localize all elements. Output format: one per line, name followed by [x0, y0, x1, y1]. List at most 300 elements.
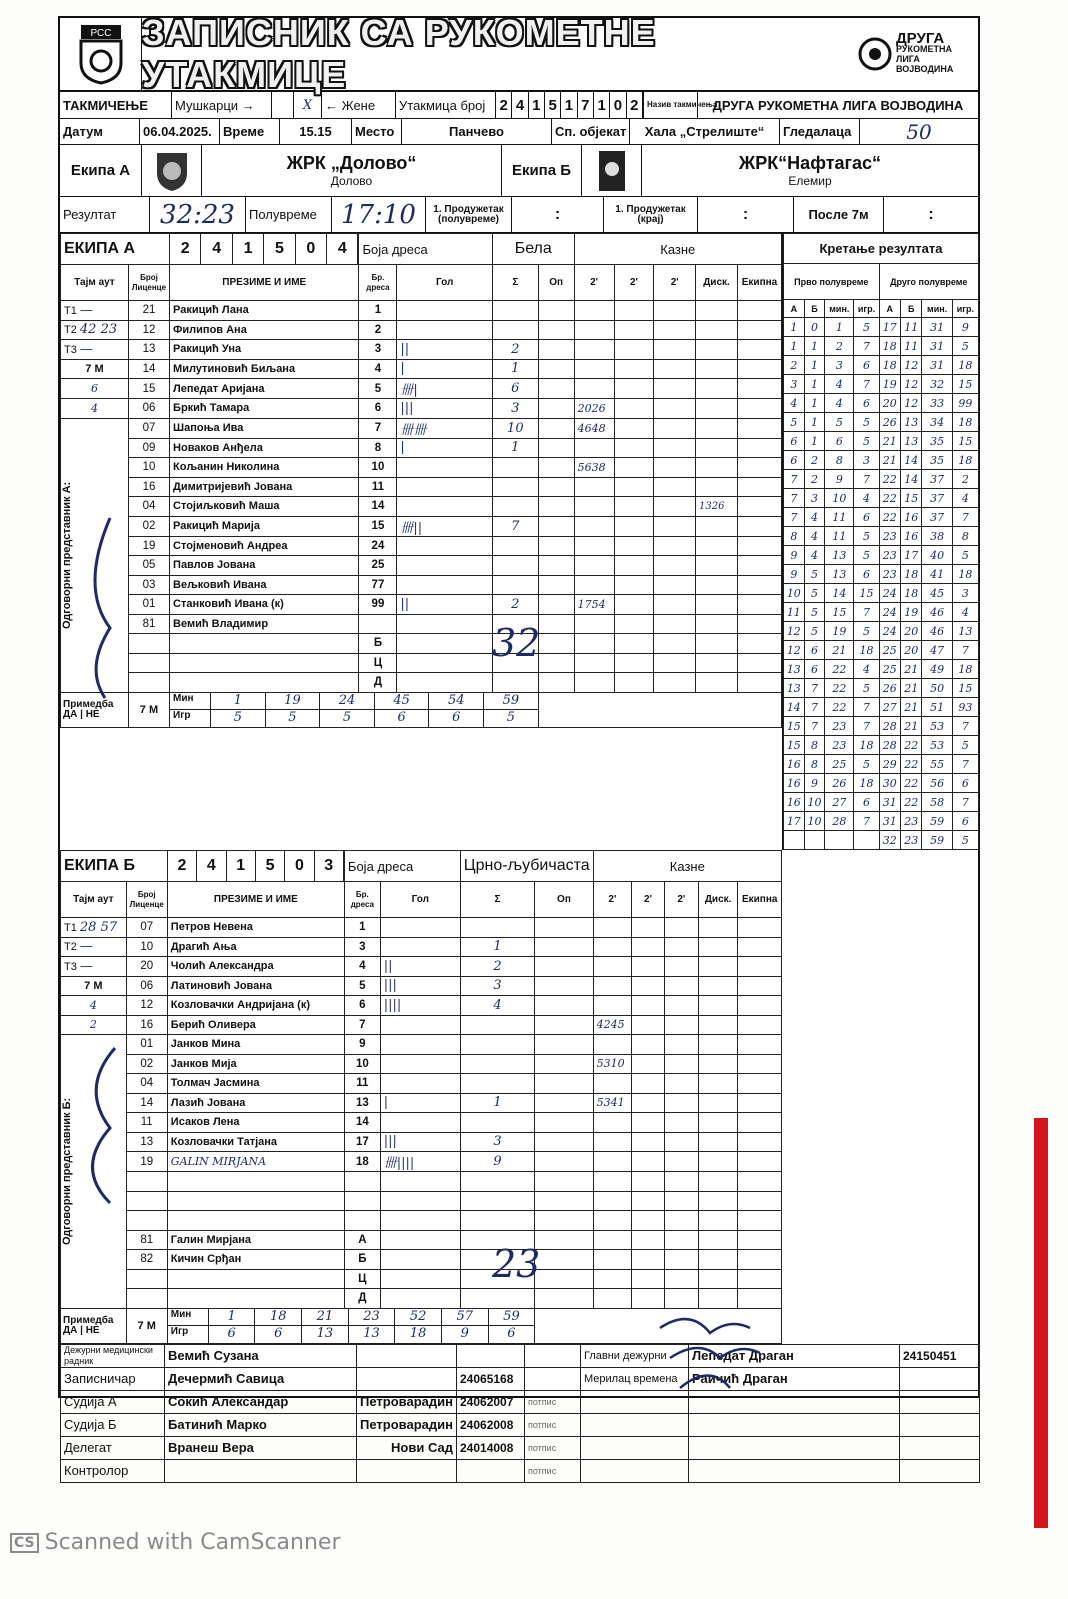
player-name: Исаков Лена — [167, 1113, 344, 1133]
warning-cell — [538, 301, 574, 321]
goal-sum: 1 — [492, 359, 538, 379]
player-name: Петров Невена — [167, 918, 344, 938]
official-city — [357, 1344, 457, 1367]
7m-player: 5 — [483, 710, 538, 727]
warning-cell — [535, 1289, 593, 1309]
license-no — [128, 673, 169, 693]
team-penalty-cell — [737, 595, 781, 615]
license-no: 13 — [128, 340, 169, 360]
player-row — [61, 1191, 782, 1211]
team-code-digit: 3 — [315, 851, 344, 881]
suspension-cell-3 — [664, 1191, 698, 1211]
player-row — [61, 1250, 782, 1270]
suspension-cell — [574, 340, 614, 360]
suspension-cell-2 — [632, 1250, 665, 1270]
goal-tally — [397, 634, 493, 654]
right-name: Лепедат Драган — [689, 1344, 900, 1367]
suspension-cell-3 — [654, 614, 696, 634]
jersey-color-label: Боја дреса — [359, 234, 492, 265]
goal-tally: ||| — [380, 976, 460, 996]
license-no: 10 — [128, 458, 169, 478]
player-name: Ракицић Лана — [170, 301, 359, 321]
player-name: Берић Оливера — [167, 1015, 344, 1035]
side-cell: T2 — — [61, 937, 127, 957]
team-code-digit: 0 — [296, 234, 327, 264]
suspension-cell-2 — [614, 614, 654, 634]
col-disq: Диск. — [696, 265, 738, 301]
match-no-digit: 2 — [627, 92, 643, 118]
right-license — [900, 1459, 980, 1482]
warning-cell — [538, 458, 574, 478]
7m-player: 5 — [210, 710, 265, 727]
suspension-cell: 2026 — [574, 399, 614, 419]
suspension-cell-3 — [654, 536, 696, 556]
right-role — [581, 1390, 689, 1413]
goal-tally: 卌卌 — [397, 418, 493, 438]
official-city: Нови Сад — [357, 1436, 457, 1459]
player-row — [61, 976, 782, 996]
side-cell: Одговорни представник Б: — [61, 1035, 127, 1309]
warning-cell — [538, 399, 574, 419]
goal-sum — [492, 497, 538, 517]
col-timeout: Тајм аут — [61, 882, 127, 918]
goal-tally: || — [380, 957, 460, 977]
suspension-cell: 5341 — [593, 1093, 632, 1113]
jersey-no: 7 — [344, 1015, 380, 1035]
player-name: Вељковић Ивана — [170, 575, 359, 595]
suspension-cell-2 — [632, 1132, 665, 1152]
side-cell: T2 42 23 — [61, 320, 129, 340]
7m-player: 6 — [428, 710, 483, 727]
suspension-cell — [574, 497, 614, 517]
suspension-cell-3 — [664, 1074, 698, 1094]
player-name — [167, 1172, 344, 1192]
player-name: Чолић Александра — [167, 957, 344, 977]
goal-sum — [460, 1054, 535, 1074]
suspension-cell-3 — [664, 1172, 698, 1192]
progress-row: 17 10 28 7 31 23 59 6 — [784, 812, 979, 831]
player-name: Филипов Ана — [170, 320, 359, 340]
disq-cell — [698, 1152, 738, 1172]
progress-row: 4 1 4 6 20 12 33 99 — [784, 394, 979, 413]
team-penalty-cell — [737, 399, 781, 419]
team-penalty-cell — [738, 1230, 782, 1250]
goal-sum — [460, 1211, 535, 1231]
player-name: Јанков Мина — [167, 1035, 344, 1055]
official-row — [61, 1459, 980, 1482]
goal-sum: 3 — [492, 399, 538, 419]
license-no: 05 — [128, 556, 169, 576]
player-row — [61, 1230, 782, 1250]
suspension-cell-2 — [614, 556, 654, 576]
right-role: Мерилац времена — [581, 1367, 689, 1390]
disq-cell — [696, 614, 738, 634]
jersey-no: Б — [359, 634, 397, 654]
suspension-cell-2 — [632, 1269, 665, 1289]
license-no: 14 — [128, 359, 169, 379]
jersey-no — [344, 1211, 380, 1231]
warning-cell — [535, 1093, 593, 1113]
goal-tally — [380, 1015, 460, 1035]
col-sum: Σ — [492, 265, 538, 301]
goal-sum — [460, 1015, 535, 1035]
progress-row: 5 1 5 5 26 13 34 18 — [784, 413, 979, 432]
player-row — [61, 1054, 782, 1074]
goal-sum: 2 — [492, 340, 538, 360]
warning-cell — [538, 418, 574, 438]
team-penalty-cell — [738, 1152, 782, 1172]
suspension-cell — [593, 957, 632, 977]
official-license — [457, 1344, 525, 1367]
suspension-cell — [593, 1172, 632, 1192]
warning-cell — [538, 516, 574, 536]
progress-row: 12 5 19 5 24 20 46 13 — [784, 622, 979, 641]
goal-sum — [460, 1172, 535, 1192]
jersey-color-label: Боја дреса — [344, 851, 460, 882]
suspension-cell — [593, 1269, 632, 1289]
disq-cell — [696, 516, 738, 536]
suspension-cell-2 — [632, 1113, 665, 1133]
player-row — [61, 595, 782, 615]
side-cell: 7 М — [61, 359, 129, 379]
suspension-cell-3 — [664, 1113, 698, 1133]
suspension-cell-2 — [632, 1191, 665, 1211]
progress-row: 16 9 26 18 30 22 56 6 — [784, 774, 979, 793]
disq-cell — [698, 1269, 738, 1289]
jersey-no: 15 — [359, 516, 397, 536]
warning-cell — [538, 575, 574, 595]
license-no: 12 — [128, 320, 169, 340]
7m-minute: 45 — [374, 693, 429, 709]
disq-cell — [698, 937, 738, 957]
suspension-cell — [593, 918, 632, 938]
7m-minute: 18 — [254, 1309, 301, 1325]
goal-tally: 卌|||| — [380, 1152, 460, 1172]
warning-cell — [535, 1250, 593, 1270]
goal-sum — [492, 477, 538, 497]
official-role: Записничар — [61, 1367, 165, 1390]
disq-cell — [698, 1074, 738, 1094]
warning-cell — [538, 497, 574, 517]
suspension-cell-3 — [654, 516, 696, 536]
suspension-cell-3 — [664, 1269, 698, 1289]
suspension-cell-2 — [614, 575, 654, 595]
player-name: Јанков Мија — [167, 1054, 344, 1074]
disq-cell — [696, 418, 738, 438]
suspension-cell — [574, 673, 614, 693]
suspension-cell-3 — [664, 1211, 698, 1231]
result-row: Резултат 32:23 Полувреме 17:10 1. Продужетак (полувреме) : 1. Продужетак (крај) : После 7м : — [60, 197, 978, 233]
team-code-digit: 4 — [327, 234, 358, 264]
sheet-header — [60, 12, 978, 95]
suspension-cell — [593, 996, 632, 1016]
progress-row: 32 23 59 5 — [784, 831, 979, 850]
right-name — [689, 1390, 900, 1413]
suspension-cell — [574, 634, 614, 654]
team-penalty-cell — [738, 1093, 782, 1113]
7m-player: 6 — [488, 1326, 535, 1343]
warning-cell — [535, 1152, 593, 1172]
team-penalty-cell — [737, 653, 781, 673]
team-penalty-cell — [737, 536, 781, 556]
match-no-digit: 1 — [561, 92, 577, 118]
suspension-cell — [574, 379, 614, 399]
7m-minute: 57 — [441, 1309, 488, 1325]
suspension-cell-2 — [632, 1152, 665, 1172]
suspension-cell-2 — [614, 379, 654, 399]
suspension-cell: 5310 — [593, 1054, 632, 1074]
jersey-no: 11 — [359, 477, 397, 497]
progress-row: 1 0 1 5 17 11 31 9 — [784, 318, 979, 337]
progress-row: 6 2 8 3 21 14 35 18 — [784, 451, 979, 470]
player-row — [61, 418, 782, 438]
side-cell: 4 — [61, 399, 129, 419]
goal-tally — [380, 1211, 460, 1231]
suspension-cell-2 — [632, 1172, 665, 1192]
player-name: Драгић Ања — [167, 937, 344, 957]
suspension-cell-3 — [664, 918, 698, 938]
col-name: ПРЕЗИМЕ И ИМЕ — [167, 882, 344, 918]
team-penalty-cell — [738, 1191, 782, 1211]
jersey-no: 18 — [344, 1152, 380, 1172]
team-code-digit: 5 — [256, 851, 285, 881]
7m-minute: 1 — [210, 693, 265, 709]
suspension-cell-3 — [654, 556, 696, 576]
license-no — [126, 1269, 167, 1289]
team-code-digit: 4 — [201, 234, 232, 264]
warning-cell — [535, 1054, 593, 1074]
goal-sum — [492, 556, 538, 576]
official-role: Дежурни медицински радник — [61, 1344, 165, 1367]
suspension-cell — [593, 1152, 632, 1172]
goal-sum: 6 — [492, 379, 538, 399]
goal-tally: || — [397, 595, 493, 615]
suspension-cell-2 — [614, 595, 654, 615]
player-name: Новаков Анђела — [170, 438, 359, 458]
goal-tally — [380, 1250, 460, 1270]
jersey-no: 3 — [344, 937, 380, 957]
suspension-cell — [574, 575, 614, 595]
goal-tally — [397, 458, 493, 478]
goal-sum — [460, 1113, 535, 1133]
team-code-digit: 5 — [264, 234, 295, 264]
team-penalty-cell — [737, 477, 781, 497]
disq-cell — [698, 1132, 738, 1152]
warning-cell — [538, 634, 574, 654]
goal-sum: 1 — [492, 438, 538, 458]
7m-player: 9 — [441, 1326, 488, 1343]
suspension-cell-2 — [632, 918, 665, 938]
disq-cell — [696, 595, 738, 615]
team-a-section — [60, 233, 978, 850]
license-no: 06 — [126, 976, 167, 996]
jersey-no: 7 — [359, 418, 397, 438]
side-cell: 6 — [61, 379, 129, 399]
goal-sum — [492, 458, 538, 478]
suspension-cell-3 — [654, 340, 696, 360]
signature-label: потпис — [525, 1459, 581, 1482]
goal-tally — [380, 918, 460, 938]
right-license — [900, 1413, 980, 1436]
7m-player: 13 — [301, 1326, 348, 1343]
progress-row: 8 4 11 5 23 16 38 8 — [784, 527, 979, 546]
col-warn: Оп — [535, 882, 593, 918]
warning-cell — [538, 595, 574, 615]
goal-sum — [460, 1074, 535, 1094]
goal-tally — [380, 1230, 460, 1250]
jersey-no: 6 — [344, 996, 380, 1016]
suspension-cell — [574, 301, 614, 321]
jersey-no: 25 — [359, 556, 397, 576]
suspension-cell-3 — [664, 1230, 698, 1250]
disq-cell — [698, 1113, 738, 1133]
team_b-goal-total: 23 — [492, 1242, 541, 1286]
jersey-no — [344, 1191, 380, 1211]
progress-row: 7 2 9 7 22 14 37 2 — [784, 470, 979, 489]
suspension-cell — [574, 614, 614, 634]
warning-cell — [535, 937, 593, 957]
red-edge — [1034, 1118, 1048, 1528]
team-penalty-cell — [737, 614, 781, 634]
player-row — [61, 575, 782, 595]
7m-minute: 59 — [488, 1309, 535, 1325]
suspension-cell-2 — [632, 976, 665, 996]
right-role — [581, 1436, 689, 1459]
goal-sum — [460, 1035, 535, 1055]
remark-label: Примедба ДА | НЕ — [61, 692, 129, 727]
warning-cell — [538, 379, 574, 399]
disq-cell — [696, 340, 738, 360]
7m-minute: 1 — [208, 1309, 255, 1325]
license-no: 01 — [126, 1035, 167, 1055]
suspension-cell-3 — [664, 1152, 698, 1172]
goal-tally — [380, 1054, 460, 1074]
player-name — [170, 634, 359, 654]
team-penalty-cell — [737, 458, 781, 478]
match-no-digit: 5 — [545, 92, 561, 118]
team-code-digit: 0 — [285, 851, 314, 881]
player-name: Стојиљковић Маша — [170, 497, 359, 517]
match-no-digit: 7 — [578, 92, 594, 118]
player-name: Димитријевић Јована — [170, 477, 359, 497]
warning-cell — [535, 1132, 593, 1152]
match-record-sheet — [58, 12, 980, 1478]
warning-cell — [535, 1172, 593, 1192]
team-penalty-cell — [737, 516, 781, 536]
jersey-no: Ц — [344, 1269, 380, 1289]
right-license — [900, 1367, 980, 1390]
disq-cell — [696, 536, 738, 556]
team-penalty-cell — [738, 1132, 782, 1152]
warning-cell — [535, 976, 593, 996]
col-excl: Екипна — [737, 265, 781, 301]
jersey-no: 17 — [344, 1132, 380, 1152]
license-no: 81 — [126, 1230, 167, 1250]
goal-sum: 4 — [460, 996, 535, 1016]
col-p3: 2' — [654, 265, 696, 301]
side-cell: 2 — [61, 1015, 127, 1035]
suspension-cell — [574, 653, 614, 673]
license-no — [128, 653, 169, 673]
suspension-cell-2 — [614, 497, 654, 517]
col-excl: Екипна — [738, 882, 782, 918]
jersey-no: 9 — [344, 1035, 380, 1055]
goal-tally — [380, 937, 460, 957]
license-no: 03 — [128, 575, 169, 595]
player-name: Павлов Јована — [170, 556, 359, 576]
goal-tally — [380, 1113, 460, 1133]
disq-cell — [696, 634, 738, 654]
suspension-cell-3 — [654, 418, 696, 438]
player-name: GALIN MIRJANA — [167, 1152, 344, 1172]
col-sum: Σ — [460, 882, 535, 918]
jersey-no: Б — [344, 1250, 380, 1270]
team-penalty-cell — [737, 301, 781, 321]
player-name: Галин Мирјана — [167, 1230, 344, 1250]
7m-minute: 19 — [265, 693, 320, 709]
jersey-no: Д — [359, 673, 397, 693]
player-row — [61, 320, 782, 340]
suspension-cell — [593, 1230, 632, 1250]
license-no: 14 — [126, 1093, 167, 1113]
suspension-cell — [574, 359, 614, 379]
goal-tally — [397, 477, 493, 497]
team-penalty-cell — [738, 1269, 782, 1289]
col-p3: 2' — [664, 882, 698, 918]
officials-table — [60, 1344, 980, 1483]
warning-cell — [535, 1113, 593, 1133]
license-no: 20 — [126, 957, 167, 977]
team-penalty-cell — [737, 556, 781, 576]
disq-cell — [696, 379, 738, 399]
jersey-no: Ц — [359, 653, 397, 673]
license-no: 07 — [126, 918, 167, 938]
official-city — [357, 1367, 457, 1390]
signature-label — [525, 1367, 581, 1390]
disq-cell — [698, 918, 738, 938]
suspension-cell-2 — [614, 516, 654, 536]
team-penalty-cell — [737, 320, 781, 340]
competition-row: ТАКМИЧЕЊЕ Мушкарци → X ← Жене Утакмица број 2 4 1 5 1 7 1 0 2 Назив такмичења ДРУГА РУКОМЕТНА ЛИГА ВОЈВОДИНА — [60, 92, 978, 119]
suspension-cell-3 — [664, 996, 698, 1016]
goal-tally — [380, 1269, 460, 1289]
suspension-cell-2 — [632, 1015, 665, 1035]
team-penalty-cell — [737, 634, 781, 654]
goal-sum — [492, 673, 538, 693]
official-row — [61, 1436, 980, 1459]
suspension-cell-3 — [654, 379, 696, 399]
suspension-cell-2 — [614, 653, 654, 673]
player-name: Ракицић Марија — [170, 516, 359, 536]
suspension-cell-2 — [614, 418, 654, 438]
goal-tally — [397, 614, 493, 634]
disq-cell — [698, 1211, 738, 1231]
jersey-no: 10 — [359, 458, 397, 478]
official-row — [61, 1413, 980, 1436]
team-penalty-cell — [738, 1074, 782, 1094]
player-row — [61, 1289, 782, 1309]
suspension-cell — [574, 477, 614, 497]
official-city: Петроварадин — [357, 1390, 457, 1413]
disq-cell — [698, 1015, 738, 1035]
goal-tally: |||| — [380, 996, 460, 1016]
disq-cell — [698, 976, 738, 996]
disq-cell — [696, 359, 738, 379]
suspension-cell-2 — [614, 673, 654, 693]
league-logo: ДРУГА РУКОМЕТНА ЛИГА ВОЈВОДИНА — [854, 18, 978, 90]
team-penalty-cell — [737, 575, 781, 595]
suspension-cell-3 — [664, 1054, 698, 1074]
